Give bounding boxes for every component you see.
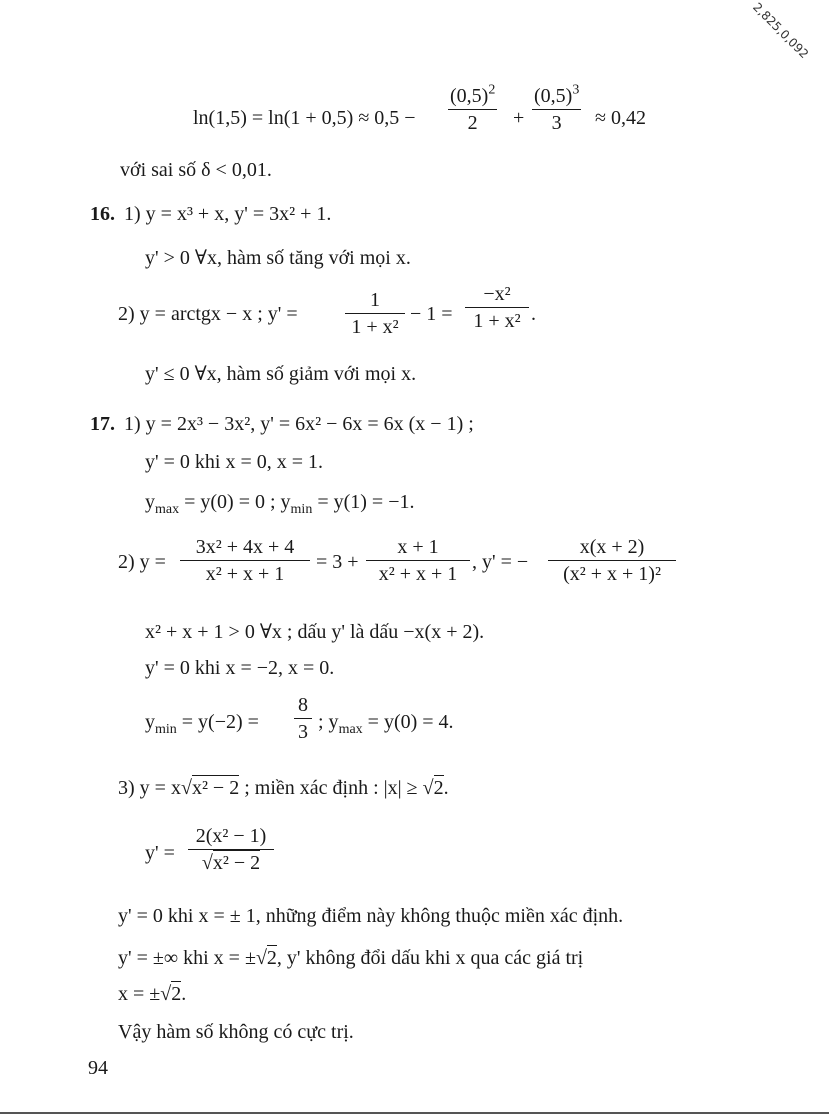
p17-line7a: $y_{min} = y(-2)$ = [145, 711, 259, 737]
p17-line9-lhs: y' = [145, 842, 175, 864]
p17-line4-lhs: 2) y = [118, 551, 166, 573]
problem-16-label: 16. [90, 203, 115, 225]
p17-line7b: ; $y_{max} = y(0) = 4$. [318, 711, 454, 737]
p17-line12: x = ±√2. [118, 983, 187, 1005]
page-number: 94 [88, 1057, 108, 1079]
problem-17-label: 17. [90, 413, 115, 435]
p17-line3: $y_{max} = y(0) = 0$ ; $y_{min} = y(1) = -1$. [145, 491, 415, 517]
p17-line8: 3) y = x√x² − 2 ; miền xác định : |x| ≥ √2. [118, 777, 449, 799]
ln-lhs: ln(1,5) = ln(1 + 0,5) ≈ 0,5 − [193, 107, 416, 129]
p17-fraction-8-3: $\frac{8}{3}$ [294, 695, 312, 742]
p16-fraction-2: $\frac{\text{−x²}}{\text{1 + x²}}$ [465, 284, 529, 331]
p17-line5: x² + x + 1 > 0 ∀x ; dấu y' là dấu −x(x + 2). [145, 621, 485, 643]
p16-line4: y' ≤ 0 ∀x, hàm số giảm với mọi x. [145, 363, 417, 385]
p16-line2: y' > 0 ∀x, hàm số tăng với mọi x. [145, 247, 411, 269]
p17-line2: y' = 0 khi x = 0, x = 1. [145, 451, 323, 473]
p17-fraction-2: $\frac{x + 1}{\text{x² + x + 1}}$ [366, 537, 470, 584]
p16-line3-lhs: 2) y = arctgx − x ; y' = [118, 303, 298, 325]
p17-fraction-3: $\frac{x(x + 2)}{\text{(x² + x + 1)²}}$ [548, 537, 676, 584]
ln-fraction-2: $\frac{(0,5)^3}{3}$ [534, 82, 580, 134]
p17-conclusion: Vậy hàm số không có cực trị. [118, 1021, 354, 1043]
p16-line1: 1) y = x³ + x, y' = 3x² + 1. [124, 203, 332, 225]
p17-fraction-1: $\frac{\text{3x² + 4x + 4}}{\text{x² + x + 1}}$ [180, 537, 310, 584]
p17-line1: 1) y = 2x³ − 3x², y' = 6x² − 6x = 6x (x − 1) ; [124, 413, 474, 435]
ln-fraction-1: $\frac{(0,5)^2}{2}$ [450, 82, 496, 134]
p17-line10: y' = 0 khi x = ± 1, những điểm này không thuộc miền xác định. [118, 905, 624, 927]
p17-line6: y' = 0 khi x = −2, x = 0. [145, 657, 335, 679]
p17-fraction-derivative: $\frac{\text{2(x² − 1)}}{\text{√x² − 2}}$ [188, 826, 274, 873]
error-note: với sai số δ < 0,01. [120, 159, 272, 181]
p17-line11: y' = ±∞ khi x = ±√2, y' không đổi dấu khi x qua các giá trị [118, 947, 584, 969]
bottom-rule [0, 1112, 829, 1114]
corner-stamp: 2,825,0,092 [750, 0, 812, 62]
p16-fraction-1: $\frac{1}{\text{1 + x²}}$ [345, 290, 405, 337]
